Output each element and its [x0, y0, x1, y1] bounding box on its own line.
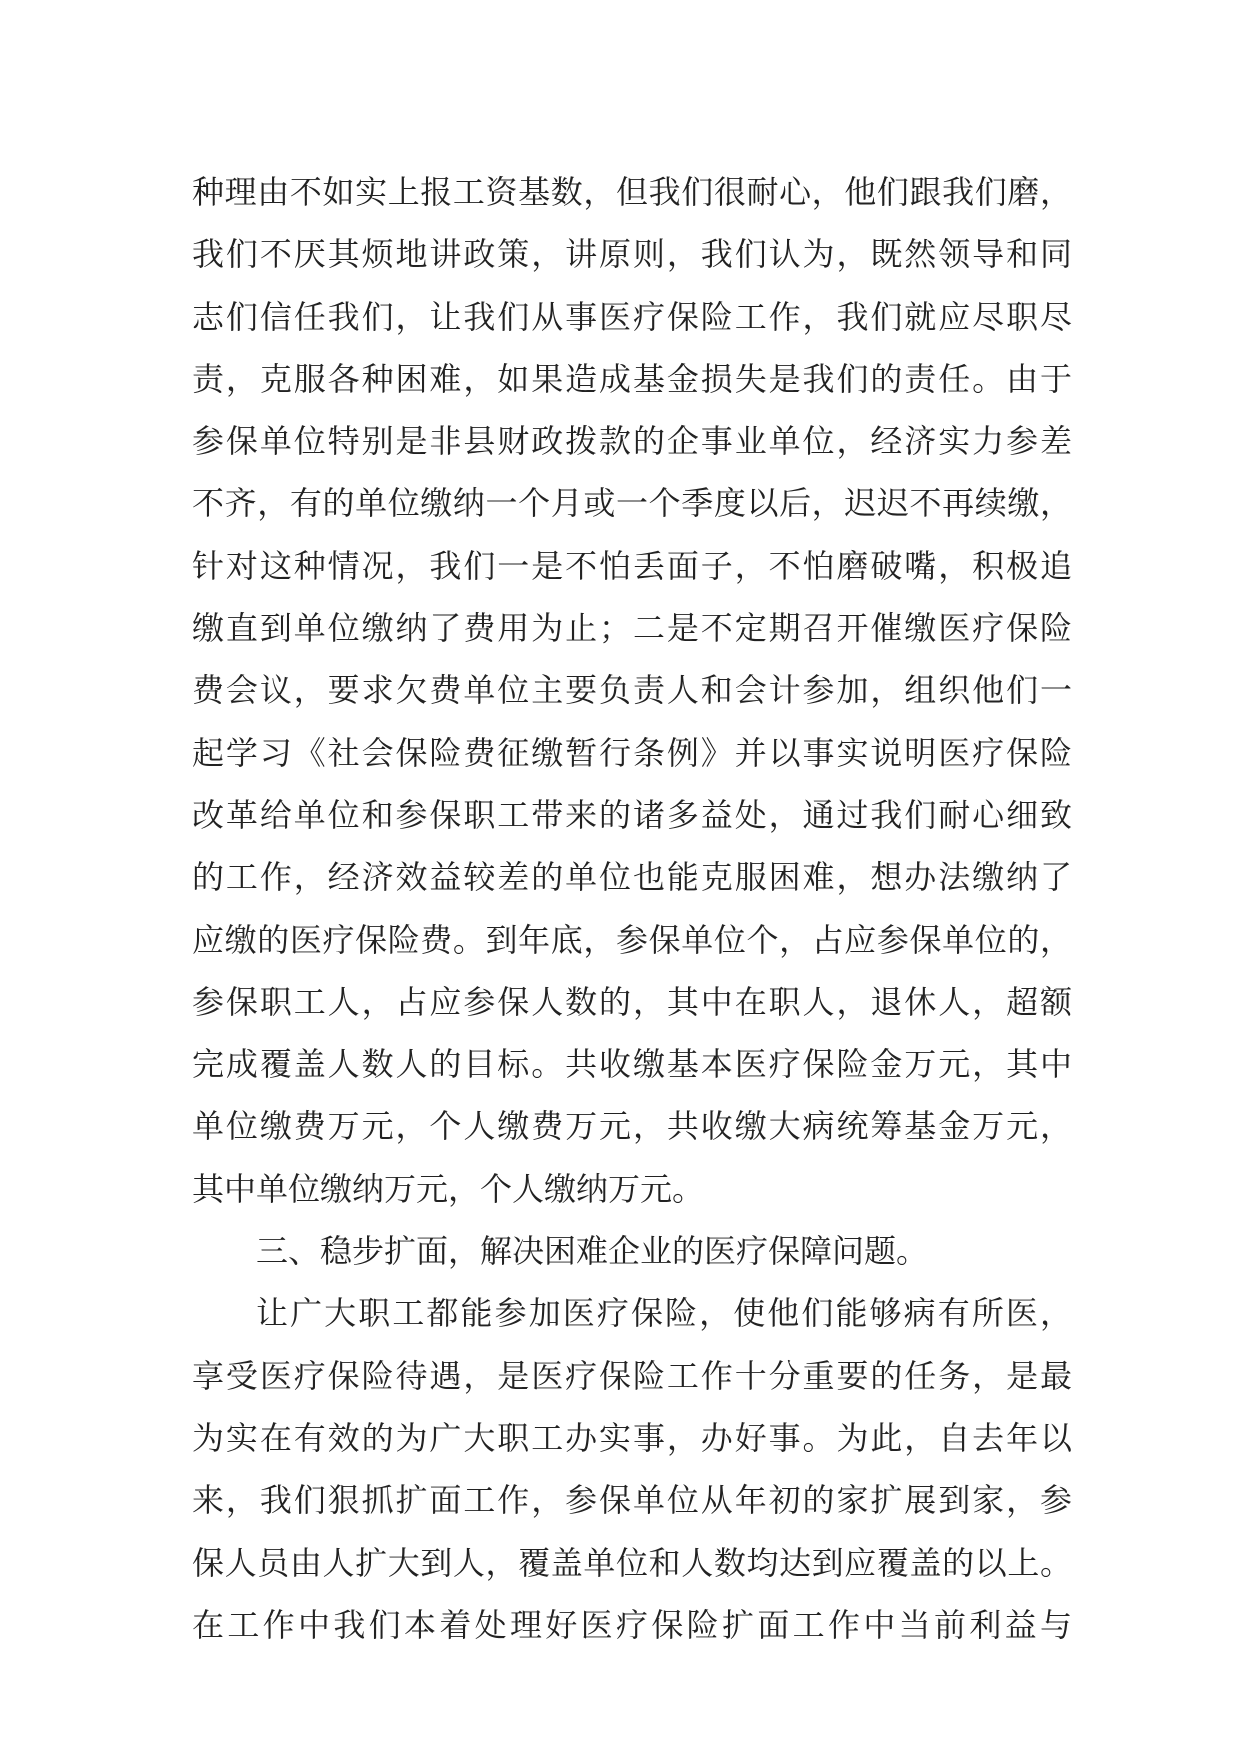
- text-line: 在工作中我们本着处理好医疗保险扩面工作中当前利益与: [192, 1605, 1072, 1644]
- text-line: 参保职工人，占应参保人数的，其中在职人，退休人，超额: [192, 982, 1072, 1021]
- text-line: 参保单位特别是非县财政拨款的企事业单位，经济实力参差: [192, 422, 1072, 461]
- text-line: 种理由不如实上报工资基数，但我们很耐心，他们跟我们磨，: [192, 173, 1072, 211]
- text-line: 起学习《社会保险费征缴暂行条例》并以事实说明医疗保险: [192, 733, 1072, 772]
- text-line: 来，我们狠抓扩面工作，参保单位从年初的家扩展到家，参: [192, 1481, 1072, 1520]
- text-line: 其中单位缴纳万元，个人缴纳万元。: [192, 1169, 705, 1208]
- text-line: 志们信任我们，让我们从事医疗保险工作，我们就应尽职尽: [192, 297, 1072, 336]
- text-line: 缴直到单位缴纳了费用为止；二是不定期召开催缴医疗保险: [192, 609, 1072, 648]
- text-line: 为实在有效的为广大职工办实事，办好事。为此，自去年以: [192, 1418, 1072, 1457]
- section-heading: 三、稳步扩面，解决困难企业的医疗保障问题。: [256, 1232, 929, 1271]
- text-line: 针对这种情况，我们一是不怕丢面子，不怕磨破嘴，积极追: [192, 546, 1072, 585]
- text-line: 责，克服各种困难，如果造成基金损失是我们的责任。由于: [192, 359, 1072, 398]
- text-line: 费会议，要求欠费单位主要负责人和会计参加，组织他们一: [192, 671, 1072, 710]
- text-line: 改革给单位和参保职工带来的诸多益处，通过我们耐心细致: [192, 795, 1072, 834]
- text-line: 完成覆盖人数人的目标。共收缴基本医疗保险金万元，其中: [192, 1045, 1072, 1084]
- body-text: [192, 161, 1072, 1656]
- text-line: 享受医疗保险待遇，是医疗保险工作十分重要的任务，是最: [192, 1356, 1072, 1395]
- text-line: 让广大职工都能参加医疗保险，使他们能够病有所医，: [256, 1294, 1072, 1333]
- text-line: 不齐，有的单位缴纳一个月或一个季度以后，迟迟不再续缴，: [192, 484, 1072, 523]
- text-line: 我们不厌其烦地讲政策，讲原则，我们认为，既然领导和同: [192, 235, 1072, 274]
- text-line: 的工作，经济效益较差的单位也能克服困难，想办法缴纳了: [192, 858, 1072, 897]
- text-line: 单位缴费万元，个人缴费万元，共收缴大病统筹基金万元，: [192, 1107, 1072, 1146]
- text-line: 应缴的医疗保险费。到年底，参保单位个，占应参保单位的，: [192, 920, 1072, 959]
- text-line: 保人员由人扩大到人，覆盖单位和人数均达到应覆盖的以上。: [192, 1543, 1072, 1582]
